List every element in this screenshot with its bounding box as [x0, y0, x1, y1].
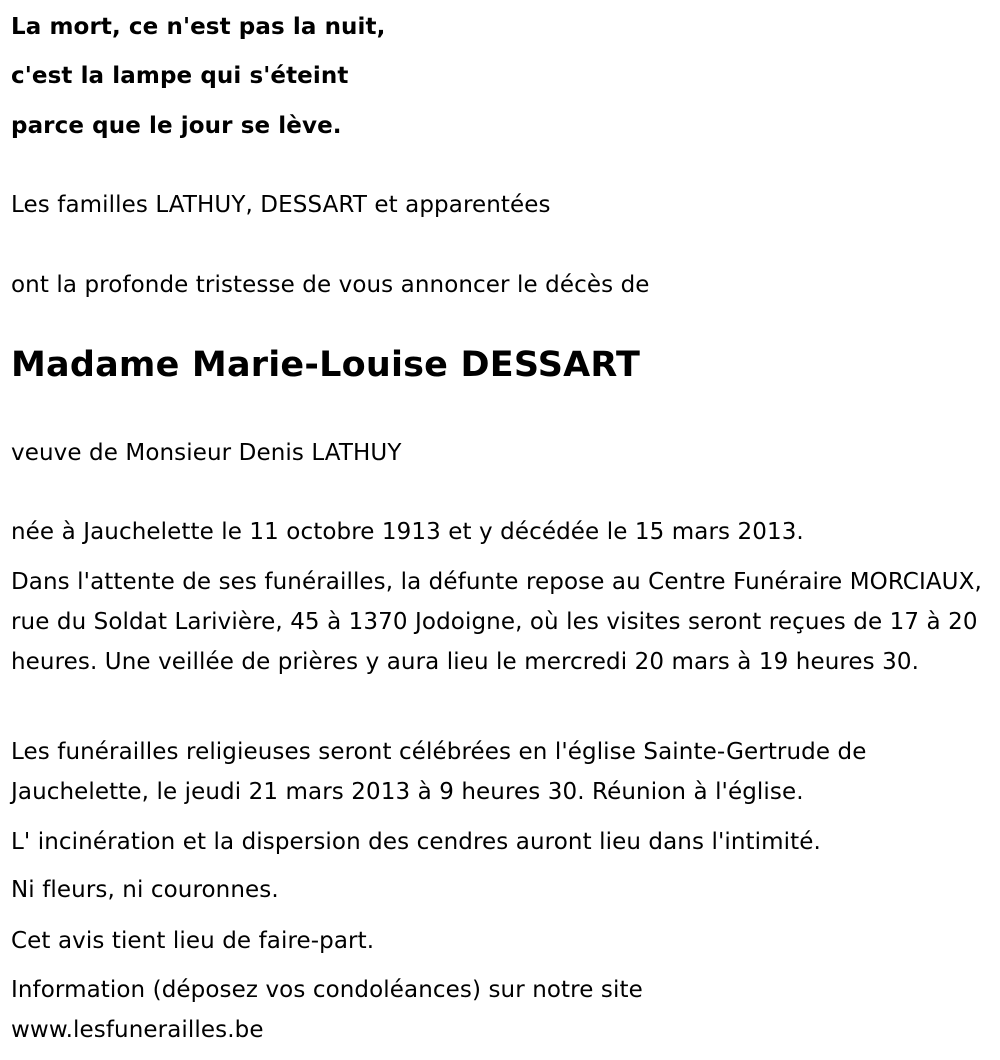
- website-link[interactable]: www.lesfunerailles.be: [11, 1017, 264, 1043]
- quote-line-2: c'est la lampe qui s'éteint: [11, 63, 349, 89]
- deceased-name: Madame Marie-Louise DESSART: [11, 345, 641, 385]
- birth-death-text: née à Jauchelette le 11 octobre 1913 et y décédée le 15 mars 2013.: [11, 519, 804, 545]
- announcement-text: ont la profonde tristesse de vous annoncer le décès de: [11, 272, 650, 298]
- wake-paragraph: Dans l'attente de ses funérailles, la défunte repose au Centre Funéraire MORCIAUX, rue du Soldat Larivière, 45 à 1370 Jodoigne, où les visites seront reçues de 17 à 20 heures. Une veillée de prières y aura lieu le mercredi 20 mars à 19 heures 30.: [11, 569, 982, 675]
- quote-line-1: La mort, ce n'est pas la nuit,: [11, 14, 386, 40]
- information-text: Information (déposez vos condoléances) sur notre site: [11, 977, 643, 1003]
- flowers-text: Ni fleurs, ni couronnes.: [11, 877, 279, 903]
- widow-of-text: veuve de Monsieur Denis LATHUY: [11, 440, 402, 466]
- families-text: Les familles LATHUY, DESSART et apparentées: [11, 192, 551, 218]
- faire-part-text: Cet avis tient lieu de faire-part.: [11, 928, 375, 954]
- cremation-text: L' incinération et la dispersion des cendres auront lieu dans l'intimité.: [11, 829, 821, 855]
- funeral-paragraph: Les funérailles religieuses seront célébrées en l'église Sainte-Gertrude de Jauchelette, le jeudi 21 mars 2013 à 9 heures 30. Réunion à l'église.: [11, 739, 867, 805]
- quote-line-3: parce que le jour se lève.: [11, 113, 342, 139]
